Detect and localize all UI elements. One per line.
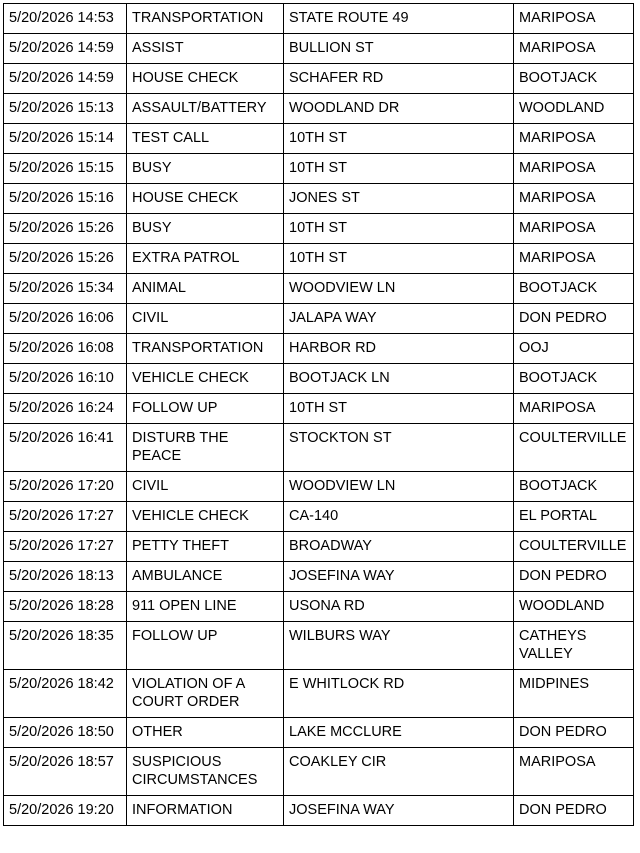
datetime-cell: 5/20/2026 18:57 [4,748,127,796]
call-type-cell: EXTRA PATROL [127,244,284,274]
table-row [4,244,634,274]
table-row [4,394,634,424]
table-row [4,64,634,94]
table-row [4,622,634,670]
datetime-cell: 5/20/2026 17:27 [4,502,127,532]
call-type-cell: TEST CALL [127,124,284,154]
table-row [4,274,634,304]
area-cell: MARIPOSA [514,244,634,274]
call-log-body [4,4,634,826]
area-cell: COULTERVILLE [514,532,634,562]
location-cell: BROADWAY [284,532,514,562]
call-type-cell: CIVIL [127,304,284,334]
table-row [4,364,634,394]
area-cell: CATHEYS VALLEY [514,622,634,670]
call-type-cell: VIOLATION OF A COURT ORDER [127,670,284,718]
area-cell: OOJ [514,334,634,364]
location-cell: WOODVIEW LN [284,472,514,502]
call-type-cell: HOUSE CHECK [127,64,284,94]
location-cell: STATE ROUTE 49 [284,4,514,34]
table-row [4,472,634,502]
location-cell: SCHAFER RD [284,64,514,94]
area-cell: MARIPOSA [514,214,634,244]
call-type-cell: BUSY [127,154,284,184]
datetime-cell: 5/20/2026 14:59 [4,34,127,64]
area-cell: BOOTJACK [514,64,634,94]
location-cell: WOODVIEW LN [284,274,514,304]
location-cell: JONES ST [284,184,514,214]
location-cell: COAKLEY CIR [284,748,514,796]
datetime-cell: 5/20/2026 16:08 [4,334,127,364]
call-type-cell: BUSY [127,214,284,244]
datetime-cell: 5/20/2026 16:06 [4,304,127,334]
area-cell: BOOTJACK [514,364,634,394]
location-cell: USONA RD [284,592,514,622]
location-cell: 10TH ST [284,154,514,184]
location-cell: 10TH ST [284,124,514,154]
area-cell: BOOTJACK [514,274,634,304]
location-cell: BOOTJACK LN [284,364,514,394]
location-cell: WOODLAND DR [284,94,514,124]
datetime-cell: 5/20/2026 16:24 [4,394,127,424]
location-cell: HARBOR RD [284,334,514,364]
call-type-cell: TRANSPORTATION [127,334,284,364]
datetime-cell: 5/20/2026 15:13 [4,94,127,124]
area-cell: MARIPOSA [514,124,634,154]
call-type-cell: SUSPICIOUS CIRCUMSTANCES [127,748,284,796]
call-type-cell: DISTURB THE PEACE [127,424,284,472]
table-row [4,334,634,364]
area-cell: BOOTJACK [514,472,634,502]
area-cell: DON PEDRO [514,562,634,592]
table-row [4,94,634,124]
area-cell: MARIPOSA [514,154,634,184]
table-row [4,124,634,154]
area-cell: MIDPINES [514,670,634,718]
datetime-cell: 5/20/2026 18:13 [4,562,127,592]
table-row [4,748,634,796]
call-type-cell: VEHICLE CHECK [127,502,284,532]
table-row [4,718,634,748]
call-type-cell: PETTY THEFT [127,532,284,562]
datetime-cell: 5/20/2026 18:28 [4,592,127,622]
datetime-cell: 5/20/2026 15:14 [4,124,127,154]
table-row [4,796,634,826]
area-cell: WOODLAND [514,592,634,622]
call-type-cell: FOLLOW UP [127,622,284,670]
table-row [4,502,634,532]
area-cell: MARIPOSA [514,748,634,796]
location-cell: 10TH ST [284,394,514,424]
location-cell: JOSEFINA WAY [284,562,514,592]
call-log-table [3,3,634,826]
table-row [4,184,634,214]
table-row [4,4,634,34]
datetime-cell: 5/20/2026 15:34 [4,274,127,304]
location-cell: 10TH ST [284,214,514,244]
datetime-cell: 5/20/2026 15:26 [4,214,127,244]
location-cell: JALAPA WAY [284,304,514,334]
call-type-cell: INFORMATION [127,796,284,826]
call-type-cell: OTHER [127,718,284,748]
call-type-cell: AMBULANCE [127,562,284,592]
datetime-cell: 5/20/2026 18:50 [4,718,127,748]
table-row [4,304,634,334]
location-cell: STOCKTON ST [284,424,514,472]
datetime-cell: 5/20/2026 14:59 [4,64,127,94]
datetime-cell: 5/20/2026 18:42 [4,670,127,718]
area-cell: EL PORTAL [514,502,634,532]
call-type-cell: HOUSE CHECK [127,184,284,214]
table-row [4,532,634,562]
datetime-cell: 5/20/2026 17:20 [4,472,127,502]
call-type-cell: ASSIST [127,34,284,64]
call-type-cell: ANIMAL [127,274,284,304]
location-cell: CA-140 [284,502,514,532]
datetime-cell: 5/20/2026 17:27 [4,532,127,562]
location-cell: 10TH ST [284,244,514,274]
datetime-cell: 5/20/2026 18:35 [4,622,127,670]
datetime-cell: 5/20/2026 19:20 [4,796,127,826]
area-cell: MARIPOSA [514,4,634,34]
area-cell: COULTERVILLE [514,424,634,472]
area-cell: MARIPOSA [514,34,634,64]
datetime-cell: 5/20/2026 15:16 [4,184,127,214]
area-cell: DON PEDRO [514,304,634,334]
table-row [4,214,634,244]
area-cell: MARIPOSA [514,394,634,424]
call-type-cell: ASSAULT/BATTERY [127,94,284,124]
datetime-cell: 5/20/2026 14:53 [4,4,127,34]
area-cell: DON PEDRO [514,796,634,826]
table-row [4,34,634,64]
datetime-cell: 5/20/2026 15:15 [4,154,127,184]
area-cell: WOODLAND [514,94,634,124]
location-cell: LAKE MCCLURE [284,718,514,748]
location-cell: E WHITLOCK RD [284,670,514,718]
call-type-cell: 911 OPEN LINE [127,592,284,622]
call-type-cell: TRANSPORTATION [127,4,284,34]
datetime-cell: 5/20/2026 16:10 [4,364,127,394]
location-cell: WILBURS WAY [284,622,514,670]
table-row [4,592,634,622]
table-row [4,154,634,184]
location-cell: BULLION ST [284,34,514,64]
table-row [4,562,634,592]
datetime-cell: 5/20/2026 15:26 [4,244,127,274]
location-cell: JOSEFINA WAY [284,796,514,826]
area-cell: MARIPOSA [514,184,634,214]
call-type-cell: FOLLOW UP [127,394,284,424]
table-row [4,424,634,472]
call-type-cell: CIVIL [127,472,284,502]
call-type-cell: VEHICLE CHECK [127,364,284,394]
table-row [4,670,634,718]
datetime-cell: 5/20/2026 16:41 [4,424,127,472]
area-cell: DON PEDRO [514,718,634,748]
